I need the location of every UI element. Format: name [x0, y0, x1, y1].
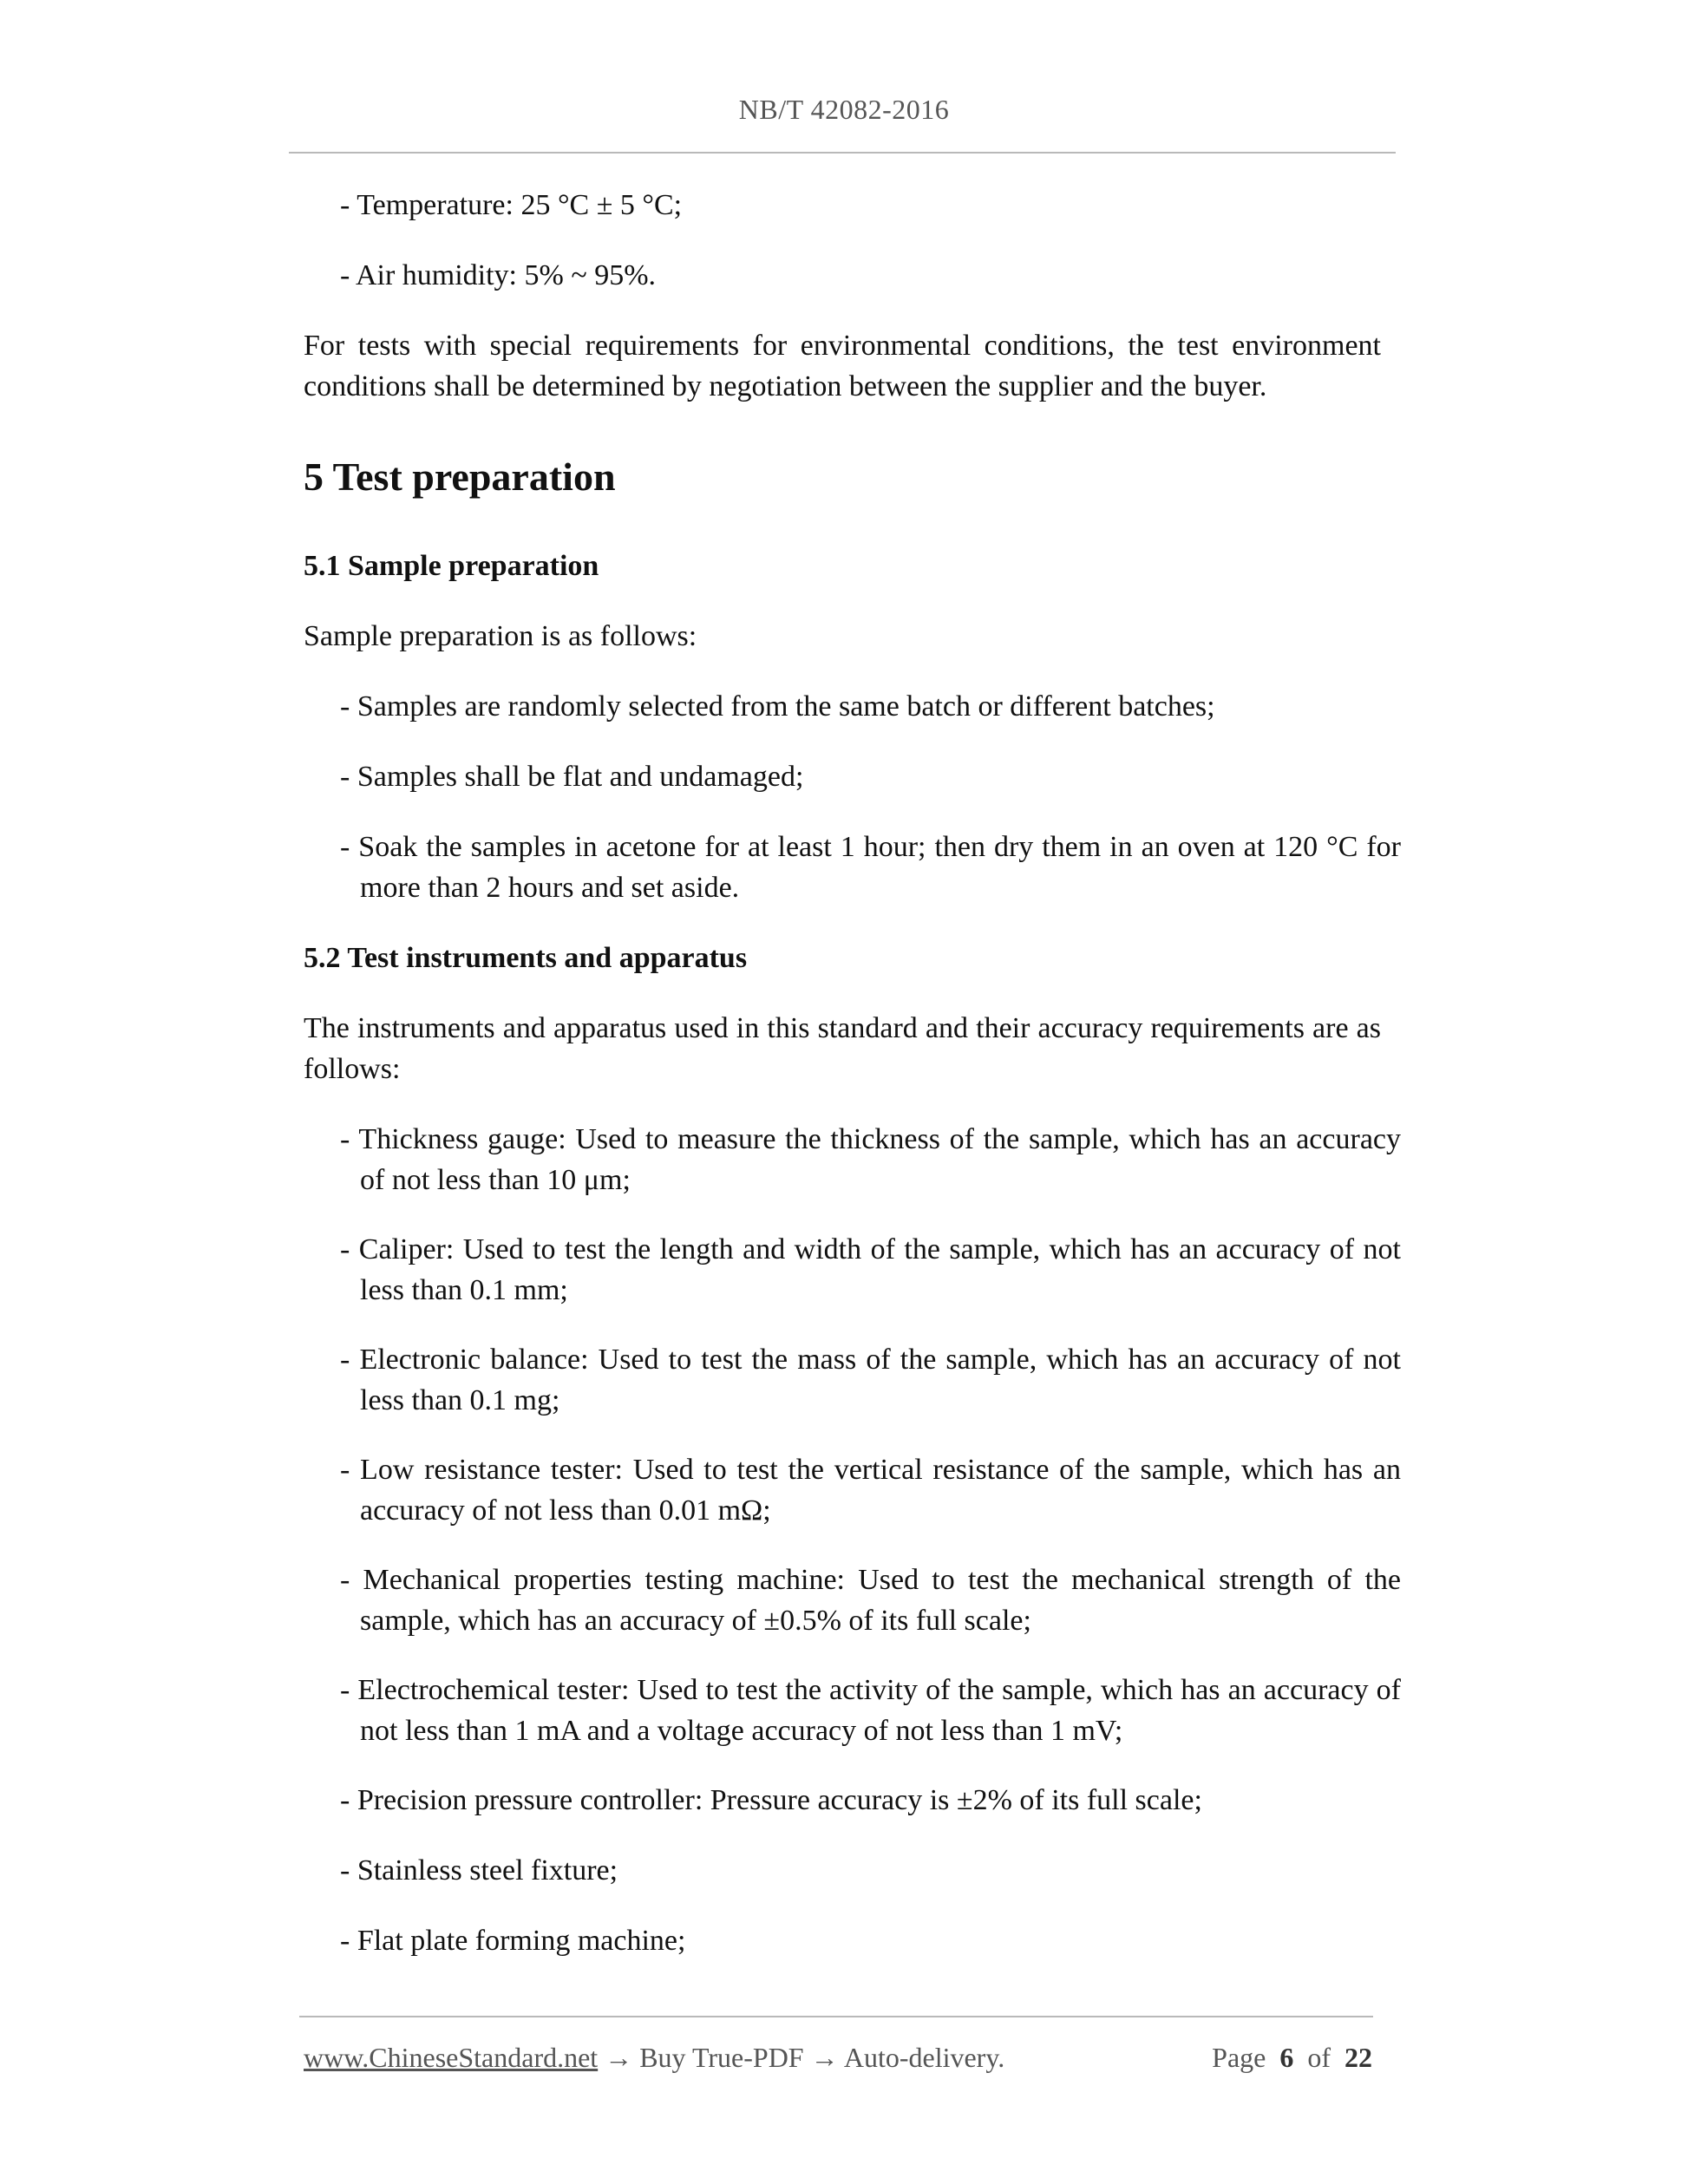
env-humidity-item: - Air humidity: 5% ~ 95%. — [340, 259, 657, 291]
sample-prep-item-2: - Samples shall be flat and undamaged; — [340, 761, 804, 793]
arrow-right-icon: → — [605, 2042, 633, 2073]
section-5-2-heading: 5.2 Test instruments and apparatus — [304, 942, 748, 974]
arrow-right-icon: → — [810, 2042, 839, 2073]
header-divider — [289, 152, 1396, 154]
running-header: NB/T 42082-2016 — [738, 94, 950, 125]
instrument-item-electrochemical-tester: - Electrochemical tester: Used to test the activity of the sample, which has an accuracy of not less than 1 mA and a voltage accuracy of not less than 1 mV; — [340, 1674, 1401, 1747]
instrument-item-forming-machine: - Flat plate forming machine; — [340, 1925, 686, 1957]
sample-prep-item-1: - Samples are randomly selected from the same batch or different batches; — [340, 690, 1215, 723]
instrument-item-steel-fixture: - Stainless steel fixture; — [340, 1854, 618, 1886]
footer-divider — [299, 2016, 1373, 2017]
instrument-item-pressure-controller: - Precision pressure controller: Pressure accuracy is ±2% of its full scale; — [340, 1784, 1202, 1816]
chinesestandard-link[interactable]: www.ChineseStandard.net — [304, 2042, 599, 2073]
auto-delivery-text: Auto-delivery. — [843, 2042, 1005, 2073]
buy-true-pdf-text: Buy True-PDF — [639, 2042, 804, 2073]
of-label: of — [1307, 2042, 1331, 2073]
footer-promo — [304, 2038, 1004, 2076]
section-5-heading: 5 Test preparation — [304, 454, 616, 499]
instrument-item-thickness-gauge: - Thickness gauge: Used to measure the thickness of the sample, which has an accuracy of not less than 10 μm; — [340, 1123, 1401, 1196]
total-pages-number: 22 — [1345, 2042, 1372, 2073]
instrument-item-low-resistance-tester: - Low resistance tester: Used to test the vertical resistance of the sample, which has an accuracy of not less than 0.01 mΩ; — [340, 1454, 1401, 1527]
env-temperature-item: - Temperature: 25 °C ± 5 °C; — [340, 189, 683, 221]
instruments-intro: The instruments and apparatus used in this standard and their accuracy requirements are as follows: — [304, 1012, 1381, 1085]
page-label: Page — [1212, 2042, 1266, 2073]
env-special-paragraph: For tests with special requirements for environmental conditions, the test environment conditions shall be determined by negotiation between the supplier and the buyer. — [304, 330, 1381, 402]
instrument-item-caliper: - Caliper: Used to test the length and width of the sample, which has an accuracy of not less than 0.1 mm; — [340, 1233, 1401, 1306]
instrument-item-electronic-balance: - Electronic balance: Used to test the mass of the sample, which has an accuracy of not less than 0.1 mg; — [340, 1344, 1401, 1416]
instrument-item-mechanical-testing-machine: - Mechanical properties testing machine: Used to test the mechanical strength of the sample, which has an accuracy of ±0.5% of its full scale; — [340, 1564, 1401, 1637]
page-indicator — [1212, 2038, 1372, 2076]
section-5-1-heading: 5.1 Sample preparation — [304, 550, 599, 582]
sample-prep-item-3: - Soak the samples in acetone for at least 1 hour; then dry them in an oven at 120 °C for more than 2 hours and set aside. — [340, 831, 1401, 904]
current-page-number: 6 — [1279, 2042, 1294, 2073]
sample-prep-intro: Sample preparation is as follows: — [304, 620, 697, 652]
